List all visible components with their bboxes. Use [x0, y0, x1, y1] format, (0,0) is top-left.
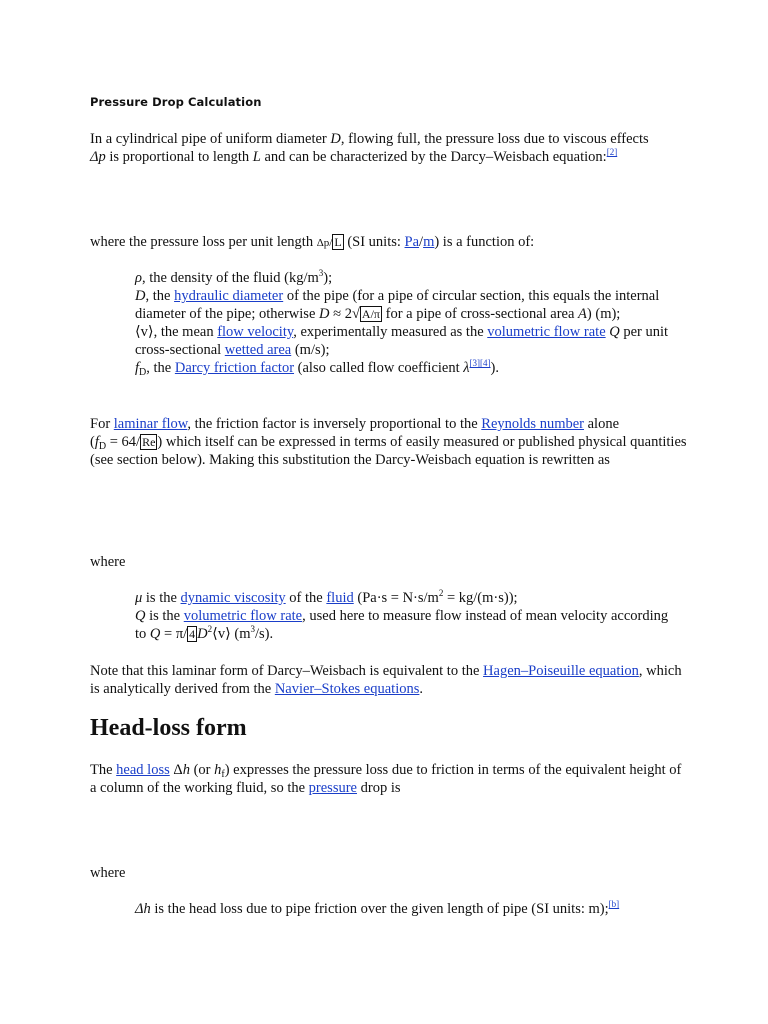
hagen-paragraph: Note that this laminar form of Darcy–Weisbach is equivalent to the Hagen–Poiseuille equation, which is analytically derived from the Navier–Stokes equations.: [90, 663, 682, 697]
laminar-paragraph: For laminar flow, the friction factor is inversely proportional to the Reynolds number alone ($f_D = 64/$ Re ) which itself can be expressed in terms of easily measured or published physical quantities (see section below). Making this substitution the Darcy-Weisbach equation is rewritten as: [90, 416, 687, 468]
link-reynolds-number[interactable]: Reynolds number: [481, 416, 584, 432]
document-title: Pressure Drop Calculation: [90, 95, 262, 109]
link-darcy-friction-factor[interactable]: Darcy friction factor: [174, 360, 295, 376]
variables-list: [135, 269, 675, 377]
list-item-density: ρ, the density of the fluid $(kg/m^3)$;: [135, 268, 333, 286]
link-head-loss[interactable]: head loss: [116, 762, 170, 778]
where-label-2: where: [90, 865, 126, 881]
link-fluid[interactable]: fluid: [326, 590, 354, 606]
link-navier-stokes[interactable]: Navier–Stokes equations: [274, 681, 420, 697]
pressure-loss-paragraph: where the pressure loss per unit length Δp/ L (SI units: Pa/m) is a function of:: [90, 234, 535, 250]
list-item-diameter: D, the hydraulic diameter of the pipe (for a pipe of circular section, this equals the internal diameter of the pipe; otherwise D ≈ 2√ A/π for a pipe of cross-sectional area A) (m);: [135, 288, 660, 322]
link-pa[interactable]: Pa: [404, 234, 420, 250]
list-item-flow-rate: Q is the volumetric flow rate, used here to measure flow instead of mean velocity according to Q = π/ 4 $D^2⟨v⟩$ $(m^3/s)$.: [135, 608, 669, 642]
list-item-velocity: ⟨v⟩, the mean flow velocity, experimentally measured as the volumetric flow rate Q per unit cross-sectional wetted area (m/s);: [135, 324, 669, 358]
list-item-head-loss: Δh is the head loss due to pipe friction over the given length of pipe (SI units: m);[b]: [135, 899, 620, 917]
link-wetted-area[interactable]: wetted area: [224, 342, 292, 358]
head-loss-paragraph: The head loss Δh (or $h_f$) expresses the pressure loss due to friction in terms of the equivalent height of a column of the working fluid, so the pressure drop is: [90, 762, 682, 796]
link-m[interactable]: m: [423, 234, 435, 250]
head-loss-list: [135, 900, 675, 918]
fraction-box: L: [334, 235, 342, 249]
link-dynamic-viscosity[interactable]: dynamic viscosity: [180, 590, 286, 606]
link-flow-velocity[interactable]: flow velocity: [217, 324, 294, 340]
link-volumetric-flow-rate[interactable]: volumetric flow rate: [487, 324, 606, 340]
reference-link-3-4[interactable]: [3][4]: [469, 358, 491, 368]
sqrt-box: A/π: [361, 307, 380, 321]
link-laminar-flow[interactable]: laminar flow: [113, 416, 188, 432]
link-hydraulic-diameter[interactable]: hydraulic diameter: [174, 288, 284, 304]
reference-link-b[interactable]: [b]: [608, 899, 620, 909]
reference-link-2[interactable]: [2]: [606, 147, 618, 157]
section-heading: Head-loss form: [90, 715, 247, 741]
viscosity-list: [135, 589, 675, 643]
link-hagen-poiseuille[interactable]: Hagen–Poiseuille equation: [483, 663, 639, 679]
quarter-box: 4: [189, 627, 196, 641]
link-pressure[interactable]: pressure: [308, 780, 357, 796]
intro-paragraph: In a cylindrical pipe of uniform diameter D, flowing full, the pressure loss due to viscous effects Δp is proportional to length L and can be characterized by the Darcy–Weisbach equation:[2]: [90, 131, 649, 165]
list-item-friction-factor: $f_D$, the Darcy friction factor (also called flow coefficient λ[3][4]).: [135, 358, 500, 378]
reynolds-box: Re: [142, 435, 156, 449]
list-item-viscosity: μ is the dynamic viscosity of the fluid $(Pa\cdot s = N\cdot s/m^2 = kg/(m\cdot s))$;: [135, 588, 518, 606]
link-volumetric-flow-rate-2[interactable]: volumetric flow rate: [183, 608, 303, 624]
where-label-1: where: [90, 554, 126, 570]
